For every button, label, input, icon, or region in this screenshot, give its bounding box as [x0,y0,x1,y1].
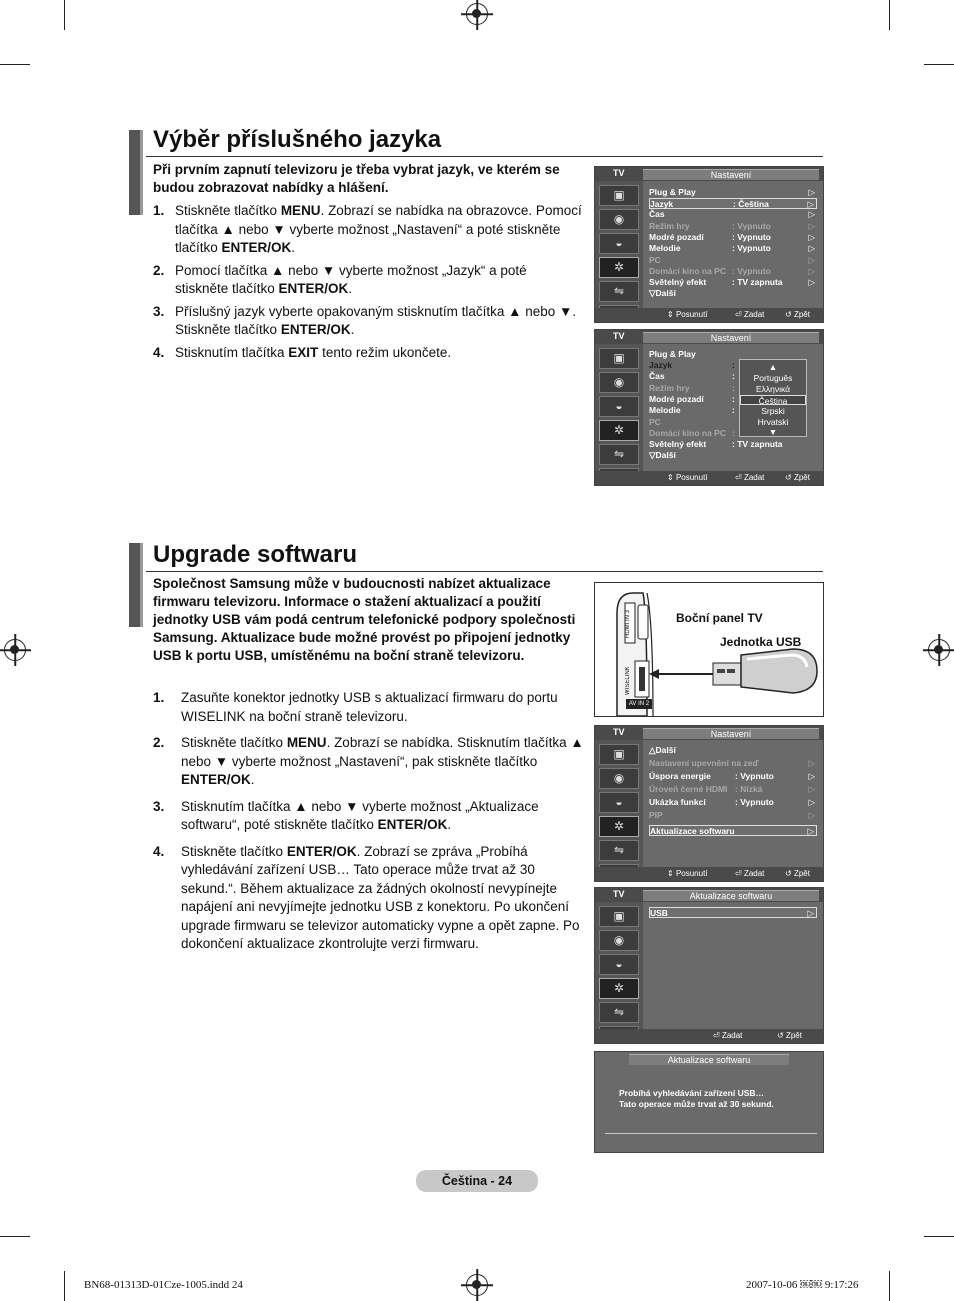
usb-unit-label: Jednotka USB [720,635,802,649]
search-message: Probíhá vyhledávání zařízení USB… Tato operace může trvat až 30 sekund. [619,1088,774,1109]
osd-software-update: TV Aktualizace softwaru ▣ ◉ ◒ ✲ ⇋ USB ▷ ⏎ Zadat ↺ Zpět [594,887,824,1044]
menu-row[interactable]: Melodie : Vypnuto ▷ [649,243,815,253]
sound-icon: ◉ [599,209,639,230]
picture-icon: ▣ [599,906,639,927]
menu-row[interactable]: Domácí kino na PC : [649,428,735,438]
menu-row[interactable]: Nastavení upevnění na zeď ▷ [649,758,815,768]
channel-icon: ◒ [599,396,639,417]
menu-row[interactable]: Modré pozadí : Vypnuto ▷ [649,232,815,242]
menu-row[interactable]: △Další [649,745,676,755]
language-option-selected[interactable]: Čeština [740,395,806,405]
menu-row[interactable]: Domácí kino na PC : Vypnuto ▷ [649,266,815,276]
channel-icon: ◒ [599,233,639,254]
setup-icon: ✲ [599,420,639,441]
divider [605,1133,817,1134]
language-option[interactable]: Ελληνικά [755,384,791,394]
scroll-up-icon[interactable]: ▲ [768,362,778,372]
enter-hint: ⏎ Zadat [735,473,765,482]
side-panel-label: Boční panel TV [676,611,763,625]
move-hint: ⇕ Posunutí [667,310,708,319]
menu-row[interactable]: Světelný efekt : TV zapnuta [649,439,783,449]
usb-diagram [594,582,824,717]
input-icon: ⇋ [599,281,639,302]
osd-settings-page2: TV Nastavení ▣ ◉ ◒ ✲ ⇋ △Další Nastavení upevnění na zeď ▷ Úspora energie : Vypnuto ▷ Úroveň černé HDMI : Nízká ▷ Ukázka funkcí : Vypnuto ▷ PIP ▷ Aktualizace softwaru ▷ ⇕ Posunutí ⏎ Zadat ↺ Zpět [594,725,824,882]
section-title-upgrade: Upgrade softwaru [153,541,358,568]
osd-settings-menu: TV Nastavení ▣ ◉ ◒ ✲ ⇋ Plug & Play ▷ Jazyk : Čeština ▷ Čas ▷ Režim hry : Vypnuto ▷ Modré pozadí : Vypnuto ▷ Melodie : Vypnuto ▷ PC ▷ Domácí kino na PC : Vypnuto ▷ Světelný efekt : TV zapnuta ▷ ▽Další ⇕ Posunutí ⏎ Zadat ↺ Zpět [594,166,824,323]
step: 2. Stiskněte tlačítko MENU. Zobrazí se nabídka. Stisknutím tlačítka ▲ nebo ▼ vyberte možnost „Nastavení“, pak stiskněte tlačítko ENTER/OK. [153,735,584,787]
language-option[interactable]: Português [753,373,793,383]
sound-icon: ◉ [599,768,639,789]
move-hint: ⇕ Posunutí [667,473,708,482]
setup-icon: ✲ [599,978,639,999]
steps-language [153,202,583,366]
picture-icon: ▣ [599,744,639,765]
step: 1. Stiskněte tlačítko MENU. Zobrazí se nabídka na obrazovce. Pomocí tlačítka ▲ nebo ▼ vyberte možnost „Nastavení“ a poté stiskněte tlačítko ENTER/OK. [153,203,582,255]
back-hint: ↺ Zpět [777,1031,802,1040]
intro-language: Při prvním zapnutí televizoru je třeba vybrat jazyk, ve kterém se budou zobrazovat nabídky a hlášení. [153,162,560,195]
step: 3. Stisknutím tlačítka ▲ nebo ▼ vyberte možnost „Aktualizace softwaru“, poté stiskněte tlačítko ENTER/OK. [153,798,539,832]
av-label: AV IN 2 [628,701,650,707]
section-bar [129,130,143,215]
back-hint: ↺ Zpět [785,473,810,482]
menu-row-usb[interactable]: USB ▷ [649,907,817,918]
menu-row[interactable]: Jazyk : Čeština ▷ [649,198,817,209]
back-hint: ↺ Zpět [785,869,810,878]
crop-mark [0,64,30,65]
menu-row[interactable]: Plug & Play [649,349,696,359]
osd-language-popup: TV Nastavení ▣ ◉ ◒ ✲ ⇋ Plug & Play Jazyk : Čas : Režim hry : Modré pozadí : Melodie : PC Domácí kino na PC : Světelný efekt : TV zapnuta ▽Další ▲ Português Ελληνικά Čeština Srpski Hrvatski ▼ ⇕ Posunutí ⏎ Zadat ↺ Zpět [594,329,824,486]
menu-row[interactable]: Jazyk : [649,360,735,370]
step: 2. Pomocí tlačítka ▲ nebo ▼ vyberte možnost „Jazyk“ a poté stiskněte tlačítko ENTER/OK. [153,262,527,296]
step: 4. Stiskněte tlačítko ENTER/OK. Zobrazí se zpráva „Probíhá vyhledávání zařízení USB… Tato operace může trvat až 30 sekund.“. Během aktualizace za žádných okolností nevypínejte napájení ani nevyjímejte jednotku USB z konektoru. Po ukončení upgrade firmwaru se televizor automaticky vypne a opět zapne. Po dokončení aktualizace zkontrolujte verzi firmwaru. [153,843,580,951]
section-title-language: Výběr příslušného jazyka [153,126,442,153]
scroll-down-icon[interactable]: ▼ [768,427,778,437]
move-hint: ⇕ Posunutí [667,869,708,878]
steps-upgrade [153,689,585,958]
menu-row[interactable]: Úroveň černé HDMI : Nízká ▷ [649,784,815,794]
menu-row[interactable]: Režim hry : Vypnuto ▷ [649,221,815,231]
wiselink-label: WISELINK [625,666,631,696]
imprint-file: BN68-01313D-01Cze-1005.indd 24 [84,1279,243,1291]
picture-icon: ▣ [599,185,639,206]
registration-mark-icon [466,1274,488,1296]
back-hint: ↺ Zpět [785,310,810,319]
hdmi-label: HDMI IN 3 [625,610,631,639]
menu-row[interactable]: Plug & Play ▷ [649,187,815,197]
sound-icon: ◉ [599,930,639,951]
channel-icon: ◒ [599,792,639,813]
enter-hint: ⏎ Zadat [735,310,765,319]
setup-icon: ✲ [599,816,639,837]
sound-icon: ◉ [599,372,639,393]
registration-mark-icon [4,639,26,661]
section-bar [129,543,143,627]
menu-row[interactable]: Ukázka funkcí : Vypnuto ▷ [649,797,815,807]
menu-row[interactable]: Čas : [649,371,735,381]
page-number: Čeština - 24 [416,1170,538,1192]
crop-mark [0,1236,30,1237]
crop-mark [64,1271,65,1301]
crop-mark [64,0,65,30]
menu-row[interactable]: Melodie : [649,405,735,415]
step: 1. Zasuňte konektor jednotky USB s aktualizací firmwaru do portu WISELINK na boční straně televizoru. [153,690,558,724]
menu-row[interactable]: Modré pozadí : [649,394,735,404]
language-popup[interactable] [739,359,807,437]
input-icon: ⇋ [599,1002,639,1023]
menu-row[interactable]: ▽Další [649,450,676,460]
step: 4. Stisknutím tlačítka EXIT tento režim ukončete. [153,344,452,360]
step: 3. Příslušný jazyk vyberte opakovaným stisknutím tlačítka ▲ nebo ▼. Stiskněte tlačítko ENTER/OK. [153,303,577,337]
menu-row[interactable]: PIP ▷ [649,810,815,820]
crop-mark [889,1271,890,1301]
title-rule [146,156,823,157]
menu-row[interactable]: ▽Další [649,288,676,298]
input-icon: ⇋ [599,444,639,465]
menu-row[interactable]: Režim hry : [649,383,735,393]
imprint-date: 2007-10-06 ￼￼ 9:17:26 [746,1279,859,1291]
input-icon: ⇋ [599,840,639,861]
menu-row-software-update[interactable]: Aktualizace softwaru ▷ [649,825,817,836]
menu-row[interactable]: PC [649,417,661,427]
intro-upgrade: Společnost Samsung může v budoucnosti nabízet aktualizace firmwaru televizoru. Informace o stažení aktualizací a použití jednotky USB vám podá centrum telefonické podpory společnosti Samsung. Aktualizace bude možné provést po připojení jednotky USB k portu USB, umístěnému na boční straně televizoru. [153,576,576,663]
registration-mark-icon [466,3,488,25]
enter-hint: ⏎ Zadat [735,869,765,878]
enter-hint: ⏎ Zadat [713,1031,743,1040]
menu-row[interactable]: Čas ▷ [649,209,815,219]
setup-icon: ✲ [599,257,639,278]
crop-mark [924,64,954,65]
crop-mark [924,1236,954,1237]
menu-row[interactable]: PC ▷ [649,255,815,265]
menu-row[interactable]: Úspora energie : Vypnuto ▷ [649,771,815,781]
osd-usb-search-message: Aktualizace softwaru Probíhá vyhledávání zařízení USB… Tato operace může trvat až 30 sekund. [594,1051,824,1153]
menu-row[interactable]: Světelný efekt : TV zapnuta ▷ [649,277,815,287]
registration-mark-icon [928,639,950,661]
channel-icon: ◒ [599,954,639,975]
picture-icon: ▣ [599,348,639,369]
language-option[interactable]: Hrvatski [757,417,789,427]
title-rule [146,571,823,572]
language-option[interactable]: Srpski [761,406,785,416]
crop-mark [889,0,890,30]
